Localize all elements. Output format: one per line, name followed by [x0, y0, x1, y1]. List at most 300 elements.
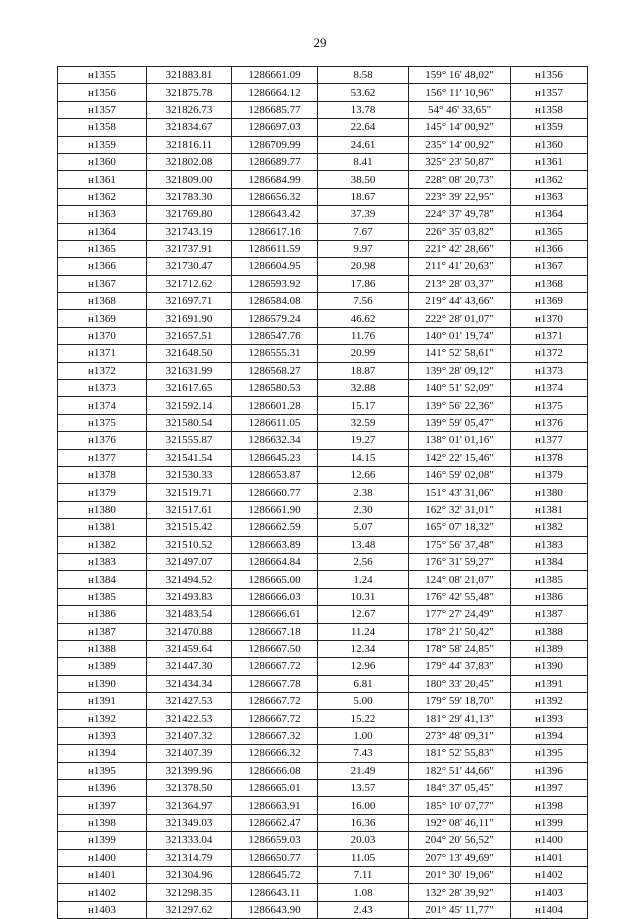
- cell-coord-x: 321399.96: [147, 762, 232, 779]
- cell-coord-y: 1286666.08: [232, 762, 318, 779]
- cell-distance: 13.48: [318, 536, 409, 553]
- cell-bearing: 146° 59' 02,08": [409, 466, 511, 483]
- cell-coord-y: 1286663.91: [232, 797, 318, 814]
- cell-coord-y: 1286664.84: [232, 553, 318, 570]
- table-row: [58, 119, 588, 136]
- table-row: [58, 536, 588, 553]
- cell-coord-y: 1286661.09: [232, 67, 318, 84]
- cell-coord-x: 321447.30: [147, 658, 232, 675]
- cell-point-from: н1374: [58, 397, 147, 414]
- cell-distance: 20.99: [318, 345, 409, 362]
- cell-point-from: н1382: [58, 536, 147, 553]
- coordinates-table-body: [58, 67, 588, 919]
- cell-bearing: 176° 31' 59,27": [409, 553, 511, 570]
- table-row: [58, 310, 588, 327]
- cell-point-from: н1390: [58, 675, 147, 692]
- table-row: [58, 797, 588, 814]
- cell-coord-x: 321515.42: [147, 519, 232, 536]
- cell-point-from: н1367: [58, 275, 147, 292]
- cell-coord-y: 1286689.77: [232, 153, 318, 170]
- cell-distance: 7.11: [318, 866, 409, 883]
- cell-distance: 2.43: [318, 901, 409, 918]
- cell-coord-y: 1286653.87: [232, 466, 318, 483]
- cell-distance: 53.62: [318, 84, 409, 101]
- cell-coord-y: 1286656.32: [232, 188, 318, 205]
- cell-point-to: н1389: [511, 640, 588, 657]
- cell-distance: 6.81: [318, 675, 409, 692]
- table-row: [58, 449, 588, 466]
- cell-coord-x: 321730.47: [147, 258, 232, 275]
- cell-point-from: н1362: [58, 188, 147, 205]
- table-row: [58, 188, 588, 205]
- cell-point-from: н1377: [58, 449, 147, 466]
- cell-coord-x: 321517.61: [147, 501, 232, 518]
- cell-point-to: н1401: [511, 849, 588, 866]
- cell-point-to: н1377: [511, 432, 588, 449]
- cell-distance: 12.67: [318, 606, 409, 623]
- cell-bearing: 139° 28' 09,12": [409, 362, 511, 379]
- cell-coord-y: 1286593.92: [232, 275, 318, 292]
- cell-coord-x: 321493.83: [147, 588, 232, 605]
- cell-bearing: 192° 08' 46,11": [409, 814, 511, 831]
- cell-distance: 16.00: [318, 797, 409, 814]
- table-row: [58, 380, 588, 397]
- cell-bearing: 235° 14' 00,92": [409, 136, 511, 153]
- cell-coord-y: 1286666.32: [232, 745, 318, 762]
- cell-bearing: 140° 01' 19,74": [409, 327, 511, 344]
- cell-bearing: 179° 44' 37,83": [409, 658, 511, 675]
- cell-point-from: н1395: [58, 762, 147, 779]
- cell-point-to: н1372: [511, 345, 588, 362]
- cell-point-from: н1364: [58, 223, 147, 240]
- cell-point-from: н1400: [58, 849, 147, 866]
- cell-bearing: 178° 58' 24,85": [409, 640, 511, 657]
- table-row: [58, 293, 588, 310]
- cell-coord-y: 1286650.77: [232, 849, 318, 866]
- cell-distance: 15.22: [318, 710, 409, 727]
- cell-coord-y: 1286667.72: [232, 693, 318, 710]
- cell-distance: 1.08: [318, 884, 409, 901]
- cell-coord-x: 321883.81: [147, 67, 232, 84]
- cell-coord-x: 321743.19: [147, 223, 232, 240]
- cell-bearing: 124° 08' 21,07": [409, 571, 511, 588]
- cell-point-to: н1397: [511, 780, 588, 797]
- cell-distance: 21.49: [318, 762, 409, 779]
- cell-point-to: н1375: [511, 397, 588, 414]
- cell-point-to: н1365: [511, 223, 588, 240]
- cell-bearing: 151° 43' 31,06": [409, 484, 511, 501]
- cell-coord-x: 321494.52: [147, 571, 232, 588]
- table-row: [58, 606, 588, 623]
- cell-coord-x: 321712.62: [147, 275, 232, 292]
- cell-point-to: н1379: [511, 466, 588, 483]
- table-row: [58, 553, 588, 570]
- cell-point-to: н1403: [511, 884, 588, 901]
- table-row: [58, 101, 588, 118]
- cell-coord-y: 1286667.18: [232, 623, 318, 640]
- cell-point-to: н1383: [511, 536, 588, 553]
- cell-point-to: н1378: [511, 449, 588, 466]
- cell-coord-x: 321434.34: [147, 675, 232, 692]
- table-row: [58, 658, 588, 675]
- cell-bearing: 139° 56' 22,36": [409, 397, 511, 414]
- table-row: [58, 258, 588, 275]
- cell-point-from: н1383: [58, 553, 147, 570]
- cell-coord-y: 1286579.24: [232, 310, 318, 327]
- cell-coord-x: 321349.03: [147, 814, 232, 831]
- cell-distance: 13.57: [318, 780, 409, 797]
- cell-point-to: н1374: [511, 380, 588, 397]
- cell-coord-x: 321407.32: [147, 727, 232, 744]
- cell-point-from: н1365: [58, 240, 147, 257]
- cell-coord-x: 321769.80: [147, 206, 232, 223]
- cell-distance: 5.00: [318, 693, 409, 710]
- cell-coord-x: 321530.33: [147, 466, 232, 483]
- cell-bearing: 177° 27' 24,49": [409, 606, 511, 623]
- cell-coord-y: 1286580.53: [232, 380, 318, 397]
- cell-bearing: 181° 29' 41,13": [409, 710, 511, 727]
- cell-point-from: н1396: [58, 780, 147, 797]
- cell-point-to: н1399: [511, 814, 588, 831]
- cell-bearing: 165° 07' 18,32": [409, 519, 511, 536]
- cell-point-from: н1360: [58, 153, 147, 170]
- cell-coord-y: 1286709.99: [232, 136, 318, 153]
- table-row: [58, 206, 588, 223]
- cell-distance: 46.62: [318, 310, 409, 327]
- cell-coord-y: 1286601.28: [232, 397, 318, 414]
- table-row: [58, 345, 588, 362]
- cell-point-from: н1379: [58, 484, 147, 501]
- cell-distance: 18.67: [318, 188, 409, 205]
- cell-bearing: 54° 46' 33,65": [409, 101, 511, 118]
- cell-distance: 15.17: [318, 397, 409, 414]
- table-row: [58, 275, 588, 292]
- cell-coord-y: 1286685.77: [232, 101, 318, 118]
- cell-distance: 5.07: [318, 519, 409, 536]
- coordinates-table: [57, 66, 588, 919]
- cell-distance: 24.61: [318, 136, 409, 153]
- cell-coord-x: 321497.07: [147, 553, 232, 570]
- table-row: [58, 901, 588, 918]
- cell-coord-x: 321422.53: [147, 710, 232, 727]
- cell-bearing: 132° 28' 39,92": [409, 884, 511, 901]
- cell-point-to: н1358: [511, 101, 588, 118]
- cell-point-to: н1404: [511, 901, 588, 918]
- cell-coord-y: 1286584.08: [232, 293, 318, 310]
- cell-point-from: н1402: [58, 884, 147, 901]
- cell-coord-x: 321298.35: [147, 884, 232, 901]
- cell-point-from: н1381: [58, 519, 147, 536]
- cell-point-to: н1388: [511, 623, 588, 640]
- cell-bearing: 179° 59' 18,70": [409, 693, 511, 710]
- cell-point-to: н1381: [511, 501, 588, 518]
- cell-point-from: н1372: [58, 362, 147, 379]
- cell-coord-x: 321691.90: [147, 310, 232, 327]
- table-row: [58, 866, 588, 883]
- cell-bearing: 180° 33' 20,45": [409, 675, 511, 692]
- cell-coord-y: 1286617.16: [232, 223, 318, 240]
- cell-coord-y: 1286645.72: [232, 866, 318, 883]
- cell-coord-x: 321407.39: [147, 745, 232, 762]
- table-row: [58, 675, 588, 692]
- cell-distance: 10.31: [318, 588, 409, 605]
- cell-point-from: н1386: [58, 606, 147, 623]
- table-row: [58, 745, 588, 762]
- cell-coord-x: 321541.54: [147, 449, 232, 466]
- table-row: [58, 223, 588, 240]
- cell-bearing: 175° 56' 37,48": [409, 536, 511, 553]
- cell-distance: 11.05: [318, 849, 409, 866]
- cell-bearing: 223° 39' 22,95": [409, 188, 511, 205]
- cell-point-from: н1375: [58, 414, 147, 431]
- table-row: [58, 762, 588, 779]
- cell-distance: 7.43: [318, 745, 409, 762]
- cell-point-from: н1397: [58, 797, 147, 814]
- table-row: [58, 136, 588, 153]
- cell-coord-x: 321826.73: [147, 101, 232, 118]
- cell-coord-y: 1286662.59: [232, 519, 318, 536]
- cell-coord-y: 1286661.90: [232, 501, 318, 518]
- table-row: [58, 519, 588, 536]
- cell-coord-x: 321470.88: [147, 623, 232, 640]
- cell-coord-y: 1286666.03: [232, 588, 318, 605]
- cell-bearing: 221° 42' 28,66": [409, 240, 511, 257]
- cell-coord-x: 321802.08: [147, 153, 232, 170]
- cell-point-from: н1369: [58, 310, 147, 327]
- cell-coord-y: 1286568.27: [232, 362, 318, 379]
- cell-coord-x: 321378.50: [147, 780, 232, 797]
- cell-point-from: н1392: [58, 710, 147, 727]
- cell-point-to: н1363: [511, 188, 588, 205]
- cell-coord-x: 321459.64: [147, 640, 232, 657]
- cell-distance: 22.64: [318, 119, 409, 136]
- cell-point-to: н1385: [511, 571, 588, 588]
- cell-bearing: 141° 52' 58,61": [409, 345, 511, 362]
- cell-coord-y: 1286645.23: [232, 449, 318, 466]
- cell-point-from: н1370: [58, 327, 147, 344]
- table-row: [58, 884, 588, 901]
- cell-point-from: н1385: [58, 588, 147, 605]
- cell-point-from: н1357: [58, 101, 147, 118]
- table-row: [58, 710, 588, 727]
- cell-distance: 11.76: [318, 327, 409, 344]
- cell-point-to: н1376: [511, 414, 588, 431]
- table-row: [58, 501, 588, 518]
- cell-point-to: н1402: [511, 866, 588, 883]
- cell-point-from: н1371: [58, 345, 147, 362]
- cell-bearing: 140° 51' 52,09": [409, 380, 511, 397]
- cell-distance: 32.88: [318, 380, 409, 397]
- cell-point-to: н1369: [511, 293, 588, 310]
- cell-coord-x: 321816.11: [147, 136, 232, 153]
- cell-point-from: н1399: [58, 832, 147, 849]
- cell-point-from: н1355: [58, 67, 147, 84]
- table-row: [58, 171, 588, 188]
- cell-point-to: н1356: [511, 67, 588, 84]
- table-row: [58, 327, 588, 344]
- table-row: [58, 780, 588, 797]
- cell-point-from: н1380: [58, 501, 147, 518]
- cell-coord-x: 321697.71: [147, 293, 232, 310]
- cell-bearing: 273° 48' 09,31": [409, 727, 511, 744]
- cell-coord-x: 321617.65: [147, 380, 232, 397]
- cell-point-to: н1395: [511, 745, 588, 762]
- cell-point-from: н1394: [58, 745, 147, 762]
- cell-point-from: н1363: [58, 206, 147, 223]
- cell-point-from: н1358: [58, 119, 147, 136]
- cell-distance: 8.41: [318, 153, 409, 170]
- cell-bearing: 219° 44' 43,66": [409, 293, 511, 310]
- cell-bearing: 145° 14' 00,92": [409, 119, 511, 136]
- cell-distance: 2.30: [318, 501, 409, 518]
- table-row: [58, 849, 588, 866]
- cell-point-to: н1368: [511, 275, 588, 292]
- cell-coord-x: 321519.71: [147, 484, 232, 501]
- cell-coord-y: 1286665.00: [232, 571, 318, 588]
- cell-coord-x: 321314.79: [147, 849, 232, 866]
- cell-point-from: н1384: [58, 571, 147, 588]
- cell-point-to: н1359: [511, 119, 588, 136]
- table-row: [58, 571, 588, 588]
- cell-point-to: н1360: [511, 136, 588, 153]
- cell-point-to: н1386: [511, 588, 588, 605]
- cell-point-from: н1366: [58, 258, 147, 275]
- cell-point-to: н1398: [511, 797, 588, 814]
- cell-coord-y: 1286643.90: [232, 901, 318, 918]
- cell-distance: 9.97: [318, 240, 409, 257]
- cell-coord-y: 1286666.61: [232, 606, 318, 623]
- cell-coord-y: 1286667.72: [232, 658, 318, 675]
- cell-coord-y: 1286667.32: [232, 727, 318, 744]
- cell-point-from: н1361: [58, 171, 147, 188]
- cell-bearing: 207° 13' 49,69": [409, 849, 511, 866]
- table-row: [58, 414, 588, 431]
- cell-coord-y: 1286632.34: [232, 432, 318, 449]
- cell-distance: 14.15: [318, 449, 409, 466]
- cell-point-to: н1364: [511, 206, 588, 223]
- table-row: [58, 693, 588, 710]
- cell-point-to: н1382: [511, 519, 588, 536]
- cell-point-to: н1361: [511, 153, 588, 170]
- cell-distance: 7.56: [318, 293, 409, 310]
- cell-distance: 2.56: [318, 553, 409, 570]
- cell-coord-x: 321427.53: [147, 693, 232, 710]
- cell-coord-y: 1286697.03: [232, 119, 318, 136]
- cell-coord-y: 1286660.77: [232, 484, 318, 501]
- cell-coord-y: 1286604.95: [232, 258, 318, 275]
- cell-point-to: н1370: [511, 310, 588, 327]
- cell-point-from: н1368: [58, 293, 147, 310]
- table-row: [58, 588, 588, 605]
- cell-coord-x: 321809.00: [147, 171, 232, 188]
- cell-bearing: 213° 28' 03,37": [409, 275, 511, 292]
- table-row: [58, 397, 588, 414]
- cell-bearing: 185° 10' 07,77": [409, 797, 511, 814]
- cell-point-to: н1357: [511, 84, 588, 101]
- cell-coord-x: 321631.99: [147, 362, 232, 379]
- cell-distance: 19.27: [318, 432, 409, 449]
- cell-distance: 13.78: [318, 101, 409, 118]
- cell-coord-x: 321657.51: [147, 327, 232, 344]
- cell-coord-y: 1286555.31: [232, 345, 318, 362]
- cell-distance: 20.98: [318, 258, 409, 275]
- cell-bearing: 222° 28' 01,07": [409, 310, 511, 327]
- cell-point-from: н1393: [58, 727, 147, 744]
- table-row: [58, 466, 588, 483]
- cell-point-to: н1387: [511, 606, 588, 623]
- cell-bearing: 156° 11' 10,96": [409, 84, 511, 101]
- cell-distance: 12.96: [318, 658, 409, 675]
- cell-distance: 7.67: [318, 223, 409, 240]
- cell-point-to: н1400: [511, 832, 588, 849]
- cell-coord-y: 1286667.78: [232, 675, 318, 692]
- cell-point-from: н1401: [58, 866, 147, 883]
- cell-point-from: н1378: [58, 466, 147, 483]
- cell-coord-y: 1286611.05: [232, 414, 318, 431]
- cell-distance: 18.87: [318, 362, 409, 379]
- cell-point-to: н1391: [511, 675, 588, 692]
- cell-coord-y: 1286664.12: [232, 84, 318, 101]
- cell-coord-x: 321580.54: [147, 414, 232, 431]
- cell-coord-x: 321592.14: [147, 397, 232, 414]
- table-row: [58, 240, 588, 257]
- cell-bearing: 228° 08' 20,73": [409, 171, 511, 188]
- cell-coord-y: 1286643.42: [232, 206, 318, 223]
- cell-distance: 11.24: [318, 623, 409, 640]
- cell-bearing: 176° 42' 55,48": [409, 588, 511, 605]
- cell-distance: 38.50: [318, 171, 409, 188]
- cell-coord-y: 1286684.99: [232, 171, 318, 188]
- cell-bearing: 201° 30' 19,06": [409, 866, 511, 883]
- cell-coord-y: 1286611.59: [232, 240, 318, 257]
- cell-bearing: 162° 32' 31,01": [409, 501, 511, 518]
- cell-distance: 1.00: [318, 727, 409, 744]
- table-row: [58, 362, 588, 379]
- table-row: [58, 814, 588, 831]
- cell-coord-y: 1286663.89: [232, 536, 318, 553]
- cell-bearing: 211° 41' 20,63": [409, 258, 511, 275]
- cell-bearing: 201° 45' 11,77": [409, 901, 511, 918]
- cell-distance: 16.36: [318, 814, 409, 831]
- cell-point-from: н1373: [58, 380, 147, 397]
- cell-distance: 37.39: [318, 206, 409, 223]
- cell-distance: 12.66: [318, 466, 409, 483]
- table-row: [58, 67, 588, 84]
- page-number: 29: [313, 35, 327, 50]
- cell-point-from: н1391: [58, 693, 147, 710]
- cell-bearing: 226° 35' 03,82": [409, 223, 511, 240]
- table-row: [58, 153, 588, 170]
- cell-coord-y: 1286643.11: [232, 884, 318, 901]
- table-row: [58, 623, 588, 640]
- cell-distance: 20.03: [318, 832, 409, 849]
- table-row: [58, 84, 588, 101]
- cell-point-to: н1393: [511, 710, 588, 727]
- cell-point-to: н1394: [511, 727, 588, 744]
- cell-point-from: н1403: [58, 901, 147, 918]
- cell-coord-y: 1286662.47: [232, 814, 318, 831]
- table-row: [58, 727, 588, 744]
- cell-point-to: н1396: [511, 762, 588, 779]
- cell-coord-x: 321555.87: [147, 432, 232, 449]
- cell-coord-x: 321510.52: [147, 536, 232, 553]
- cell-bearing: 204° 20' 56,52": [409, 832, 511, 849]
- cell-coord-y: 1286667.50: [232, 640, 318, 657]
- cell-point-to: н1390: [511, 658, 588, 675]
- cell-bearing: 178° 21' 50,42": [409, 623, 511, 640]
- cell-point-to: н1380: [511, 484, 588, 501]
- cell-point-from: н1376: [58, 432, 147, 449]
